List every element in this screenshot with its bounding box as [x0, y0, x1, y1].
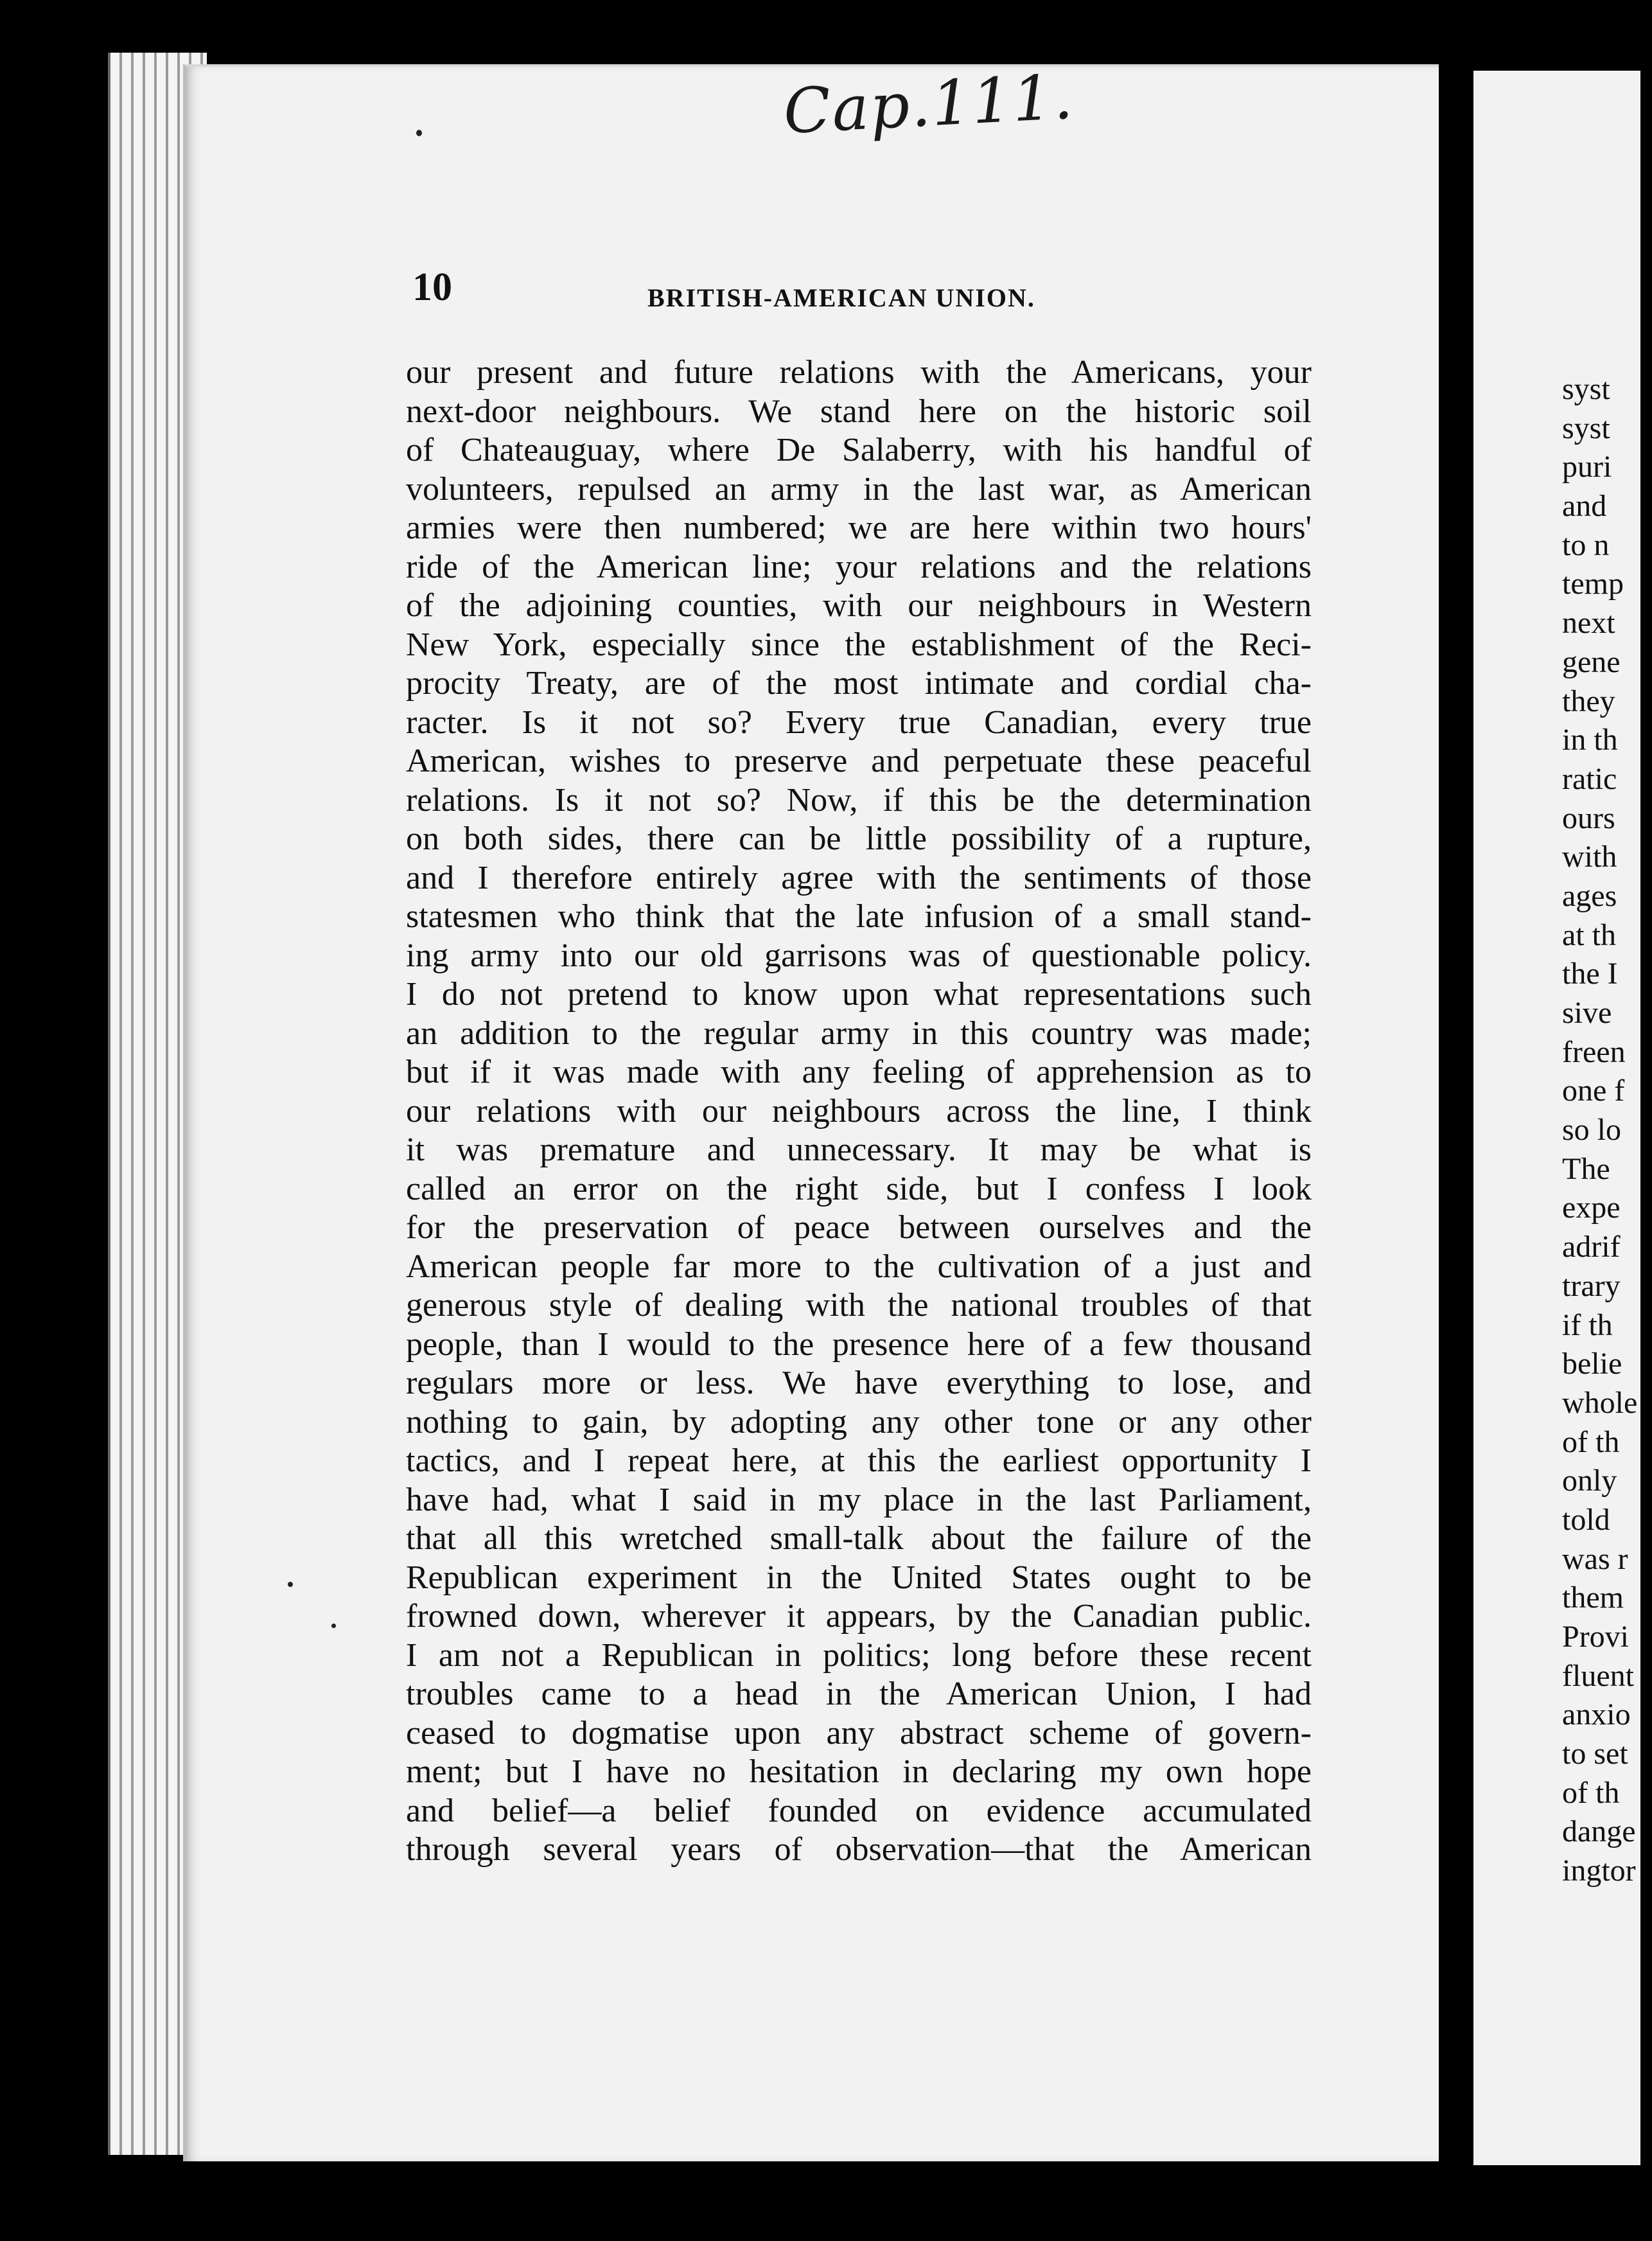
- text-line: ceased to dogmatise upon any abstract scheme of govern-: [406, 1714, 1312, 1751]
- text-line: ing army into our old garrisons was of questionable policy.: [406, 937, 1312, 974]
- facing-page-fragment: The: [1562, 1151, 1610, 1186]
- facing-page-fragment: to set: [1562, 1737, 1628, 1771]
- facing-page-fragment: with: [1562, 840, 1617, 874]
- facing-page-fragment: one f: [1562, 1074, 1625, 1108]
- text-line: I am not a Republican in politics; long before these recent: [406, 1636, 1312, 1674]
- body-text: [406, 353, 1312, 1870]
- facing-page-fragment: Provi: [1562, 1620, 1630, 1654]
- facing-page-fragment: fluent: [1562, 1658, 1634, 1693]
- facing-page-fragment: ratic: [1562, 761, 1617, 796]
- text-line: relations. Is it not so? Now, if this be the determination: [406, 781, 1312, 819]
- text-line: ment; but I have no hesitation in declaring my own hope: [406, 1753, 1312, 1790]
- facing-page-fragment: to n: [1562, 527, 1610, 562]
- text-line: armies were then numbered; we are here within two hours': [406, 509, 1312, 546]
- facing-page-fragment: ingtor: [1562, 1854, 1636, 1888]
- page-number: 10: [412, 265, 452, 309]
- text-line: American, wishes to preserve and perpetuate these peaceful: [406, 743, 1312, 779]
- facing-page-fragment: the I: [1562, 957, 1618, 991]
- text-line: it was premature and unnecessary. It may be what is: [406, 1131, 1312, 1168]
- facing-page-fragment: of th: [1562, 1424, 1620, 1459]
- facing-page-fragment: was r: [1562, 1541, 1628, 1576]
- text-line: nothing to gain, by adopting any other tone or any other: [406, 1403, 1312, 1440]
- text-line: of Chateauguay, where De Salaberry, with his handful of: [406, 432, 1312, 468]
- facing-page-fragment: if th: [1562, 1307, 1613, 1342]
- text-line: frowned down, wherever it appears, by the Canadian public.: [406, 1598, 1312, 1634]
- facing-page-fragment: so lo: [1562, 1113, 1622, 1147]
- text-line: I do not pretend to know upon what representations such: [406, 976, 1312, 1013]
- facing-page-fragment: of th: [1562, 1775, 1620, 1810]
- facing-page-fragment: temp: [1562, 567, 1624, 601]
- text-line: racter. Is it not so? Every true Canadian, every true: [406, 704, 1312, 741]
- facing-page-fragment: puri: [1562, 450, 1612, 484]
- text-line: through several years of observation—that the American: [406, 1831, 1312, 1868]
- text-line: on both sides, there can be little possibility of a rupture,: [406, 820, 1312, 857]
- facing-page-fragment: and: [1562, 489, 1607, 524]
- text-line: procity Treaty, are of the most intimate and cordial cha-: [406, 665, 1312, 702]
- scan-speck: [288, 1582, 293, 1587]
- facing-page-text: [1562, 370, 1652, 1891]
- facing-page-fragment: freen: [1562, 1034, 1626, 1069]
- text-line: American people far more to the cultivation of a just and: [406, 1248, 1312, 1285]
- facing-page-fragment: sive: [1562, 996, 1612, 1030]
- facing-page-fragment: gene: [1562, 644, 1621, 679]
- facing-page-fragment: them: [1562, 1581, 1624, 1615]
- text-line: and belief—a belief founded on evidence accumulated: [406, 1792, 1312, 1829]
- text-line: volunteers, repulsed an army in the last war, as American: [406, 470, 1312, 508]
- text-line: and I therefore entirely agree with the sentiments of those: [406, 859, 1312, 896]
- text-line: New York, especially since the establishment of the Reci-: [406, 626, 1312, 663]
- text-line: of the adjoining counties, with our neighbours in Western: [406, 587, 1312, 624]
- facing-page-fragment: they: [1562, 684, 1615, 718]
- text-line: an addition to the regular army in this country was made;: [406, 1014, 1312, 1052]
- scan-speck: [331, 1624, 336, 1628]
- text-line: tactics, and I repeat here, at this the earliest opportunity I: [406, 1442, 1312, 1479]
- facing-page-fragment: dange: [1562, 1814, 1636, 1849]
- handwritten-annotation: Cap.111.: [782, 60, 1076, 148]
- facing-page-fragment: ours: [1562, 801, 1615, 835]
- facing-page-fragment: anxio: [1562, 1697, 1631, 1732]
- running-head: BRITISH-AMERICAN UNION.: [647, 283, 1035, 312]
- facing-page-fragment: at th: [1562, 917, 1616, 952]
- facing-page-fragment: trary: [1562, 1268, 1621, 1303]
- text-line: regulars more or less. We have everything to lose, and: [406, 1365, 1312, 1401]
- text-line: generous style of dealing with the national troubles of that: [406, 1287, 1312, 1324]
- text-line: our present and future relations with the Americans, your: [406, 354, 1312, 391]
- binding-gutter: [1439, 62, 1473, 2177]
- facing-page-fragment: next: [1562, 606, 1615, 641]
- text-line: called an error on the right side, but I confess I look: [406, 1170, 1312, 1207]
- facing-page-fragment: whole: [1562, 1385, 1638, 1420]
- facing-page-fragment: syst: [1562, 372, 1610, 406]
- facing-page-fragment: told: [1562, 1502, 1610, 1537]
- text-line: for the preservation of peace between ourselves and the: [406, 1209, 1312, 1246]
- text-line: our relations with our neighbours across the line, I think: [406, 1092, 1312, 1129]
- facing-page-fragment: syst: [1562, 411, 1610, 445]
- text-line: that all this wretched small-talk about the failure of the: [406, 1520, 1312, 1557]
- facing-page-fragment: in th: [1562, 723, 1618, 757]
- facing-page-fragment: ages: [1562, 878, 1617, 913]
- text-line: statesmen who think that the late infusion of a small stand-: [406, 898, 1312, 935]
- text-line: Republican experiment in the United States ought to be: [406, 1559, 1312, 1596]
- facing-page-fragment: only: [1562, 1464, 1617, 1498]
- text-line: next-door neighbours. We stand here on the historic soil: [406, 393, 1312, 430]
- text-line: have had, what I said in my place in the last Parliament,: [406, 1481, 1312, 1518]
- facing-page-fragment: adrif: [1562, 1230, 1621, 1264]
- scan-speck: [416, 130, 422, 136]
- text-line: ride of the American line; your relations and the relations: [406, 548, 1312, 585]
- text-line: but if it was made with any feeling of apprehension as to: [406, 1054, 1312, 1090]
- text-line: troubles came to a head in the American Union, I had: [406, 1676, 1312, 1712]
- text-line: people, than I would to the presence here of a few thousand: [406, 1325, 1312, 1363]
- facing-page-fragment: belie: [1562, 1347, 1622, 1381]
- facing-page-fragment: expe: [1562, 1191, 1621, 1225]
